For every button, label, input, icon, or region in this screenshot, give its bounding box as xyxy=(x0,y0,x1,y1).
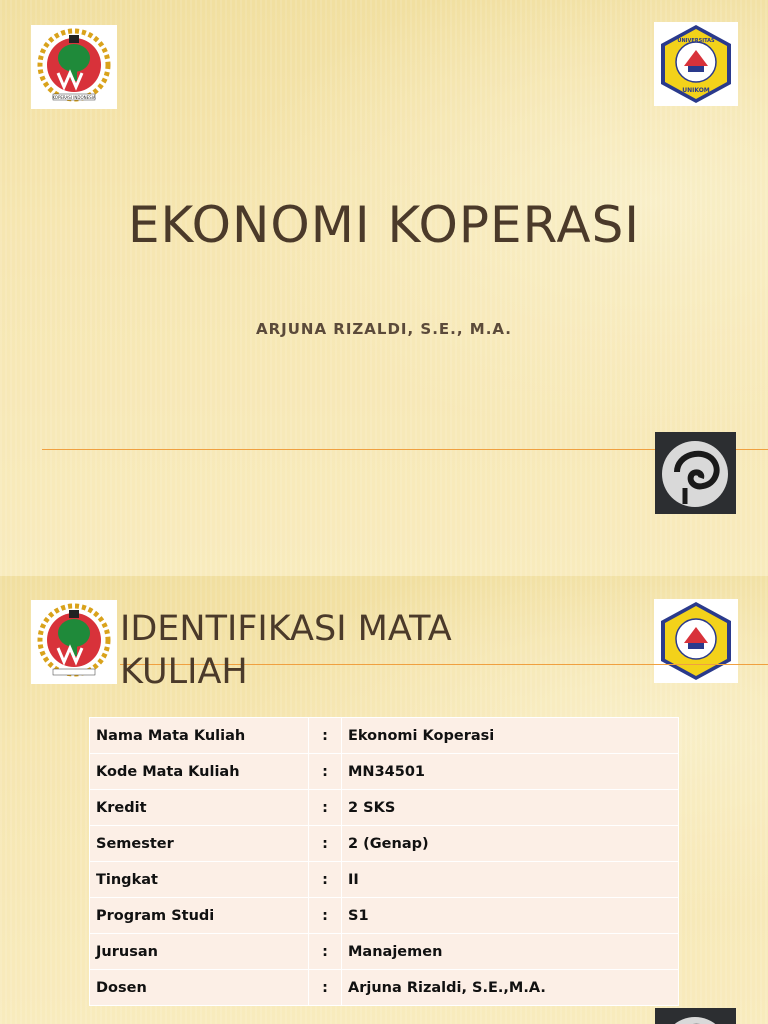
row-value: II xyxy=(342,862,679,898)
row-label: Kode Mata Kuliah xyxy=(90,754,309,790)
course-info-table xyxy=(89,717,679,1006)
row-label: Kredit xyxy=(90,790,309,826)
row-value: 2 SKS xyxy=(342,790,679,826)
row-separator: : xyxy=(309,826,342,862)
row-value: S1 xyxy=(342,898,679,934)
koperasi-logo-icon xyxy=(31,25,117,109)
row-label: Semester xyxy=(90,826,309,862)
table-row xyxy=(90,754,679,790)
table-row xyxy=(90,934,679,970)
row-separator: : xyxy=(309,934,342,970)
course-identification-slide xyxy=(0,576,768,1024)
table-row xyxy=(90,862,679,898)
row-label: Program Studi xyxy=(90,898,309,934)
row-separator: : xyxy=(309,754,342,790)
profile-photo-icon xyxy=(655,432,736,514)
row-value: Arjuna Rizaldi, S.E.,M.A. xyxy=(342,970,679,1006)
row-label: Dosen xyxy=(90,970,309,1006)
table-row xyxy=(90,790,679,826)
slide-title xyxy=(120,608,640,694)
unikom-logo-icon xyxy=(654,599,738,683)
row-value: Ekonomi Koperasi xyxy=(342,718,679,754)
slide-subtitle: ARJUNA RIZALDI, S.E., M.A. xyxy=(255,320,512,338)
row-separator: : xyxy=(309,898,342,934)
row-value: 2 (Genap) xyxy=(342,826,679,862)
slide-title-line-2: KULIAH xyxy=(120,652,248,692)
row-label: Jurusan xyxy=(90,934,309,970)
table-row xyxy=(90,898,679,934)
slide-title-line-1: IDENTIFIKASI MATA xyxy=(120,609,452,649)
table-row xyxy=(90,970,679,1006)
slide-title: EKONOMI KOPERASI xyxy=(127,196,641,254)
svg-text:UNIVERSITAS: UNIVERSITAS xyxy=(677,38,715,44)
profile-photo-icon xyxy=(655,1008,736,1024)
row-value: MN34501 xyxy=(342,754,679,790)
row-separator: : xyxy=(309,790,342,826)
unikom-logo-icon xyxy=(654,22,738,106)
table-row xyxy=(90,826,679,862)
row-label: Nama Mata Kuliah xyxy=(90,718,309,754)
koperasi-logo-text: KOPERASI INDONESIA xyxy=(52,95,96,100)
row-separator: : xyxy=(309,970,342,1006)
table-row xyxy=(90,718,679,754)
row-separator: : xyxy=(309,718,342,754)
unikom-logo-text: UNIKOM xyxy=(682,87,710,94)
koperasi-logo-icon xyxy=(31,600,117,684)
row-separator: : xyxy=(309,862,342,898)
row-label: Tingkat xyxy=(90,862,309,898)
row-value: Manajemen xyxy=(342,934,679,970)
